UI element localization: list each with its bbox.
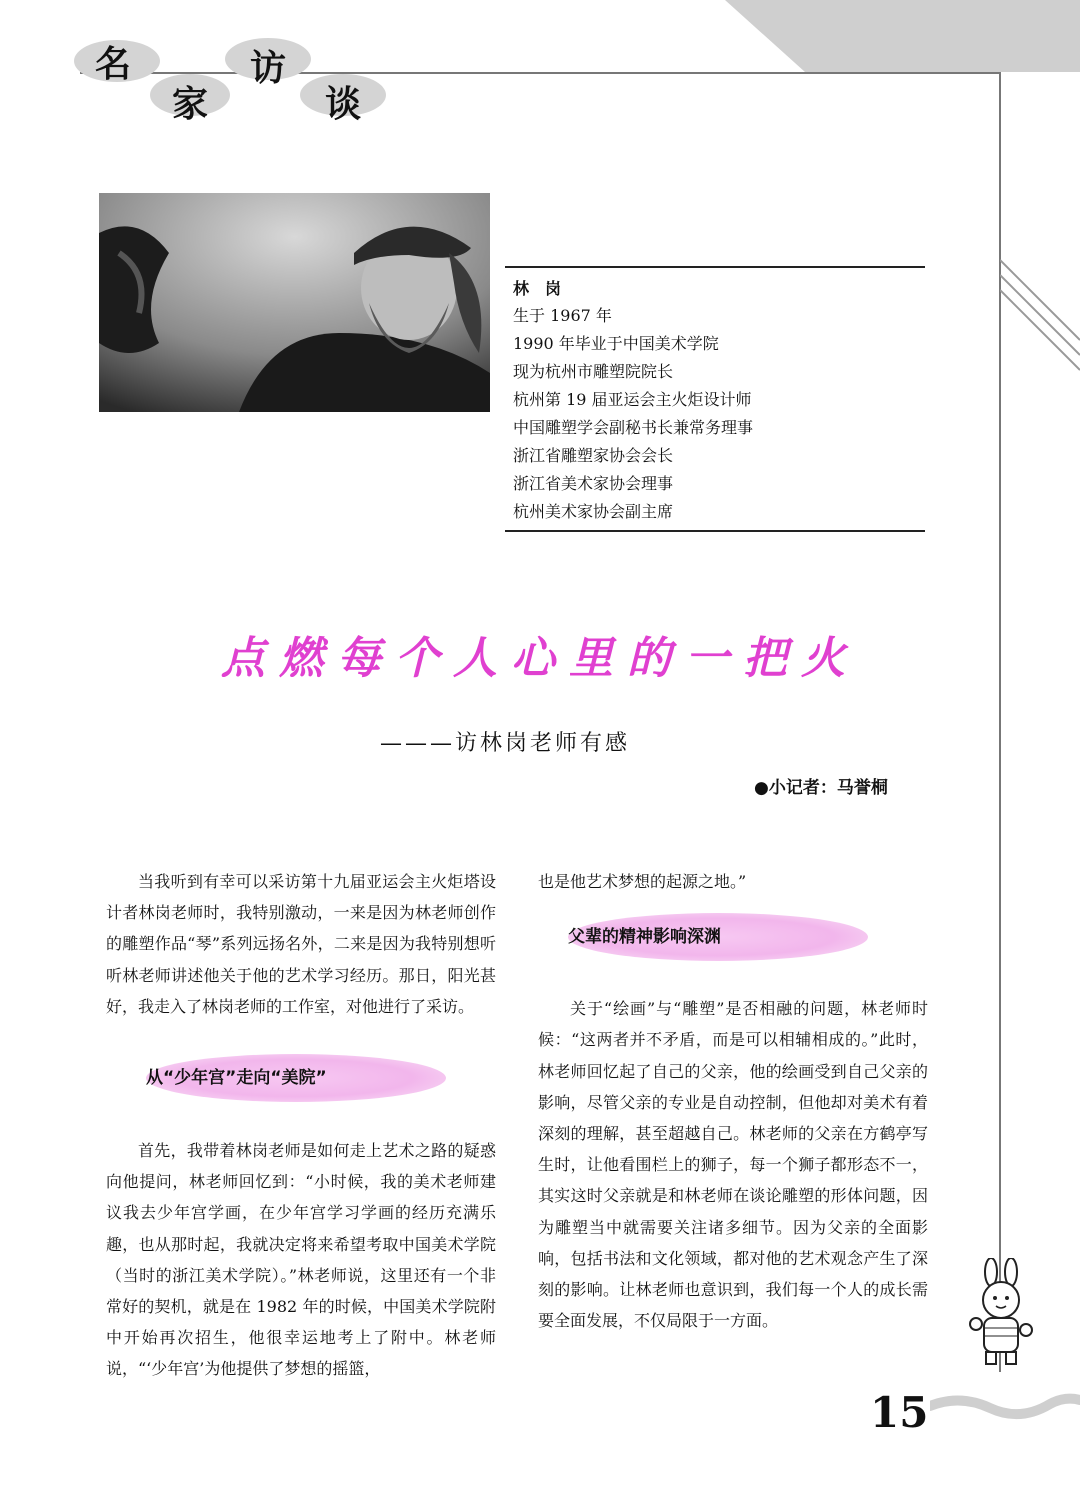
paragraph-father: 关于“绘画”与“雕塑”是否相融的问题，林老师时候：“这两者并不矛盾，而是可以相辅相成的。”此时，林老师回忆起了自己的父亲，他的绘画受到自己父亲的影响，尽管父亲的专业是自动控制，但他却对美术有着深刻的理解，甚至超越自己。林老师的父亲在方鹤亭写生时，让他看围栏上的狮子，每一个狮子都形态不一，其实这时父亲就是和林老师在谈论雕塑的形体问题，因为雕塑当中就需要关注诸多细节。因为父亲的全面影响，包括书法和文化领域，都对他的艺术观念产生了深刻的影响。让林老师也意识到，我们每一个人的成长需要全面发展，不仅局限于一方面。 (538, 999, 928, 1331)
bio-line: 生于 1967 年 (513, 306, 612, 325)
article-subtitle: ———访林岗老师有感 (380, 731, 631, 756)
section-heading-father: 父辈的精神影响深渊 (568, 913, 868, 961)
header-char-fang: 访 (250, 48, 287, 89)
portrait-photo (99, 193, 490, 412)
paragraph-continued: 也是他艺术梦想的起源之地。” (538, 872, 747, 891)
bio-line: 浙江省雕塑家协会会长 (513, 446, 674, 465)
bio-top-rule (505, 266, 925, 268)
header-char-jia: 家 (172, 84, 209, 125)
article-title: 点燃每个人心里的一把火 (221, 633, 859, 684)
bio-line: 浙江省美术家协会理事 (513, 474, 674, 493)
paragraph-youth-palace: 首先，我带着林岗老师是如何走上艺术之路的疑惑向他提问，林老师回忆到：“小时候，我的美术老师建议我去少年宫学画，在少年宫学习学画的经历充满乐趣，也从那时起，我就决定将来希望考取中国美术学院（当时的浙江美术学院）。”林老师说，这里还有一个非常好的契机，就是在 1982 年的时候，中国美术学院附中开始再次招生，他很幸运地考上了附中。林老师说，“‘少年宫’为他提供了梦想的摇篮， (106, 1141, 496, 1379)
bio-line: 1990 年毕业于中国美术学院 (513, 334, 719, 353)
rabbit-mascot-icon (966, 1258, 1036, 1368)
right-column (538, 866, 928, 1336)
bio-line: 中国雕塑学会副秘书长兼常务理事 (513, 418, 754, 437)
header-char-ming: 名 (95, 44, 132, 85)
bio-bottom-rule (505, 530, 925, 532)
reporter-byline: ●小记者：马誉桐 (754, 778, 888, 798)
bio-name: 林 岗 (513, 279, 562, 298)
bio-line: 杭州第 19 届亚运会主火炬设计师 (513, 390, 752, 409)
section-heading-youth-palace: 从“少年宫”走向“美院” (146, 1054, 446, 1102)
header-char-tan: 谈 (325, 84, 362, 125)
page-wave-decoration (930, 1392, 1080, 1432)
page-number: 15 (870, 1388, 929, 1437)
bio-line: 现为杭州市雕塑院院长 (513, 362, 674, 381)
paragraph-intro: 当我听到有幸可以采访第十九届亚运会主火炬塔设计者林岗老师时，我特别激动，一来是因为林老师创作的雕塑作品“琴”系列远扬名外，二来是因为我特别想听听林老师讲述他关于他的艺术学习经历。那日，阳光甚好，我走入了林岗老师的工作室，对他进行了采访。 (106, 872, 496, 1016)
header-rule (80, 72, 1000, 74)
left-column (106, 866, 496, 1385)
portrait-illustration (99, 193, 490, 412)
header-corner-triangle (725, 0, 1080, 72)
bio-line: 杭州美术家协会副主席 (513, 502, 674, 521)
side-diagonal-lines (1000, 240, 1080, 400)
